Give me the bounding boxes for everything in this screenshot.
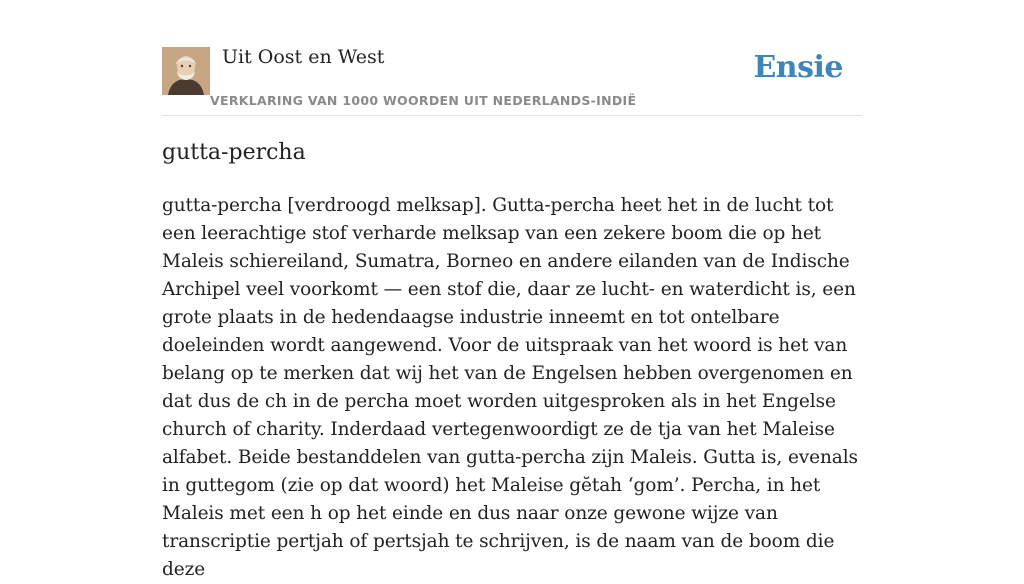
source-header [162,0,862,116]
entry-body: gutta-percha [verdroogd melksap]. Gutta-percha heet het in de lucht tot een leerachtige stof verharde melksap van een zekere boom die op het Maleis schiereiland, Sumatra, Borneo en andere eilanden van de Indische Archipel veel voorkomt — een stof die, daar ze lucht- en waterdicht is, een grote plaats in de hedendaagse industrie inneemt en tot ontelbare doeleinden wordt aangewend. Voor de uitspraak van het woord is het van belang op te merken dat wij het van de Engelsen hebben overgenomen en dat dus de ch in de percha moet worden uitgesproken als in het Engelse church of charity. Inderdaad vertegenwoordigt ze de tja van het Maleise alfabet. Beide bestanddelen van gutta-percha zijn Maleis. Gutta is, evenals in guttegom (zie op dat woord) het Maleise gĕtah ‘gom’. Percha, in het Maleis met een h op het einde en dus naar onze gewone wijze van transcriptie pertjah of pertsjah te schrijven, is de naam van de boom die deze [162,195,858,580]
entry-title: gutta-percha [162,140,306,165]
ensie-logo[interactable]: Ensie [753,50,843,85]
source-subtitle: VERKLARING VAN 1000 WOORDEN UIT NEDERLANDS-INDIË [210,93,637,108]
author-portrait-icon[interactable] [162,47,210,95]
source-title[interactable]: Uit Oost en West [222,46,385,68]
entry-page [162,0,862,580]
